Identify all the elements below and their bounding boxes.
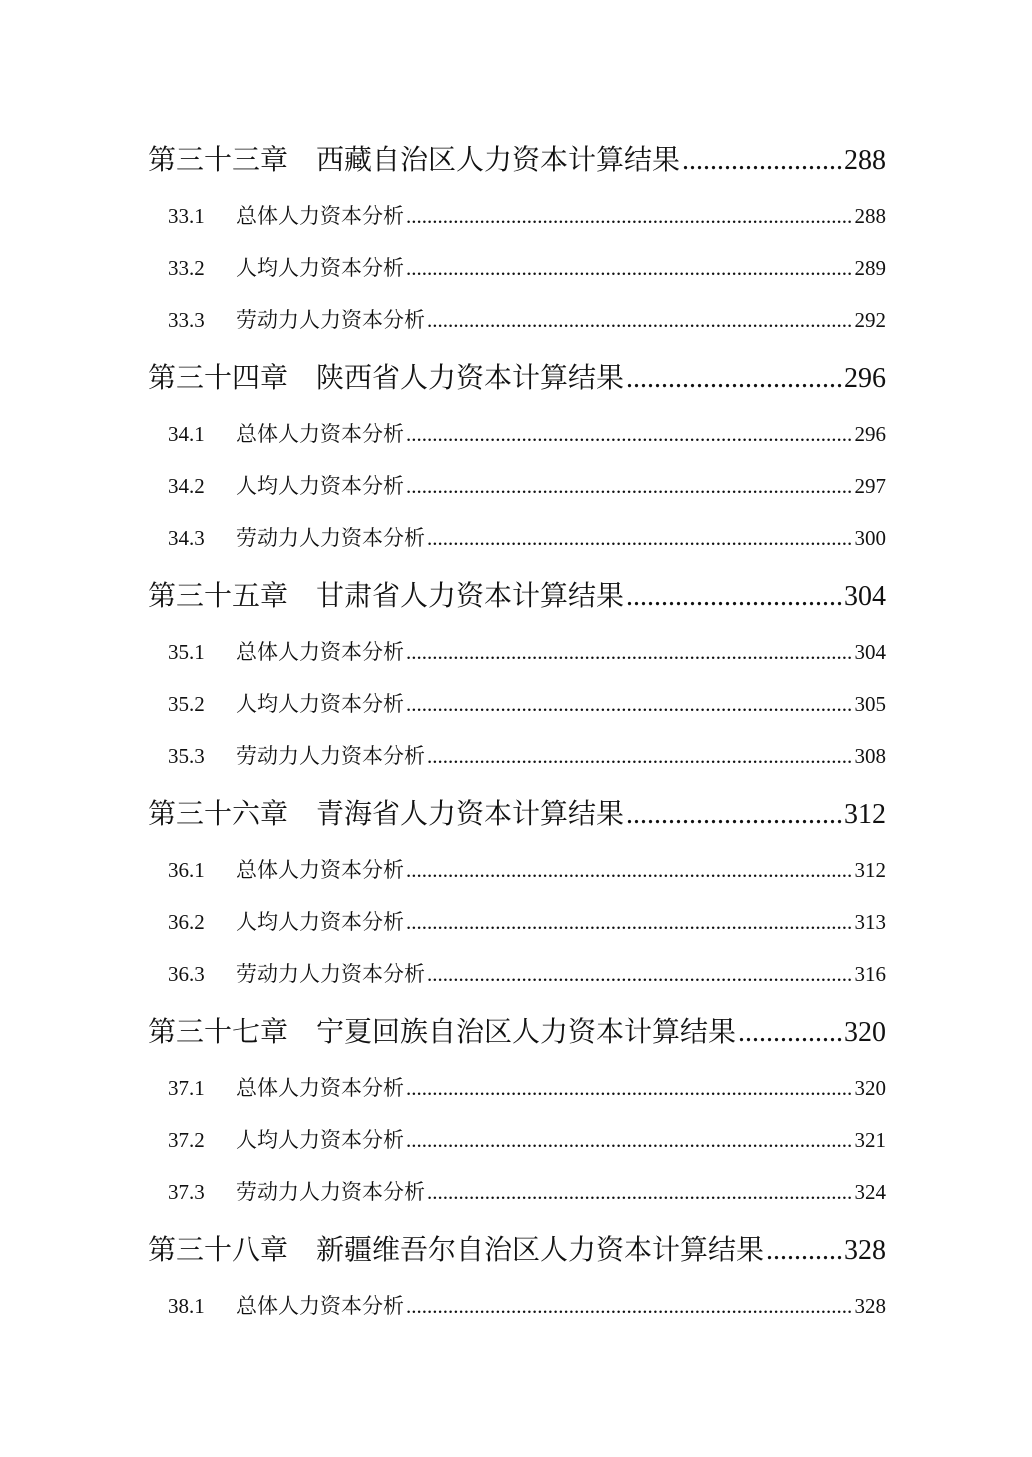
page-number: 289 [854,256,886,280]
chapter-title: 宁夏回族自治区人力资本计算结果 [316,1017,737,1048]
page-number: 316 [854,962,886,986]
dot-leader [427,744,853,769]
chapter-number: 第三十六章 [148,799,289,830]
dot-leader [626,581,842,613]
section-title: 人均人力资本分析 [236,474,404,498]
toc-section-entry[interactable] [168,688,886,720]
toc-chapter-entry[interactable] [148,1228,886,1268]
section-title: 人均人力资本分析 [236,692,404,716]
dot-leader [406,910,853,935]
chapter-number: 第三十八章 [148,1235,289,1266]
page-number: 308 [854,744,886,768]
section-title: 总体人力资本分析 [236,1294,404,1318]
section-number: 35.3 [168,744,205,768]
toc-section-entry[interactable] [168,854,886,886]
page-number: 313 [854,910,886,934]
dot-leader [406,858,853,883]
page-number: 320 [854,1076,886,1100]
toc-chapter-entry[interactable] [148,138,886,178]
section-title: 总体人力资本分析 [236,858,404,882]
dot-leader [427,962,853,987]
dot-leader [626,363,842,395]
page-number: 300 [854,526,886,550]
section-number: 34.3 [168,526,205,550]
section-title: 总体人力资本分析 [236,1076,404,1100]
toc-chapter-entry[interactable] [148,792,886,832]
page-number: 304 [854,640,886,664]
dot-leader [406,204,853,229]
page-number: 297 [854,474,886,498]
page-number: 296 [854,422,886,446]
section-title: 劳动力人力资本分析 [236,744,425,768]
toc-section-entry[interactable] [168,470,886,502]
section-title: 人均人力资本分析 [236,910,404,934]
page-number: 288 [844,145,886,176]
chapter-number: 第三十四章 [148,363,289,394]
toc-section-entry[interactable] [168,636,886,668]
chapter-title: 青海省人力资本计算结果 [316,799,625,830]
dot-leader [626,799,842,831]
chapter-number: 第三十五章 [148,581,289,612]
page-number: 324 [854,1180,886,1204]
section-number: 33.2 [168,256,205,280]
section-title: 总体人力资本分析 [236,204,404,228]
page-number: 305 [854,692,886,716]
section-title: 劳动力人力资本分析 [236,308,425,332]
chapter-title: 西藏自治区人力资本计算结果 [316,145,681,176]
section-number: 33.1 [168,204,205,228]
page-number: 304 [844,581,886,612]
dot-leader [427,1180,853,1205]
dot-leader [766,1235,842,1267]
page-number: 320 [844,1017,886,1048]
toc-chapter-entry[interactable] [148,1010,886,1050]
section-title: 人均人力资本分析 [236,1128,404,1152]
section-title: 人均人力资本分析 [236,256,404,280]
dot-leader [406,256,853,281]
dot-leader [427,526,853,551]
page-number: 321 [854,1128,886,1152]
page-number: 312 [844,799,886,830]
toc-chapter-entry[interactable] [148,574,886,614]
dot-leader [406,474,853,499]
toc-chapter-entry[interactable] [148,356,886,396]
section-number: 36.1 [168,858,205,882]
toc-section-entry[interactable] [168,522,886,554]
toc-section-entry[interactable] [168,958,886,990]
dot-leader [406,640,853,665]
section-number: 37.2 [168,1128,205,1152]
dot-leader [682,145,842,177]
section-number: 35.1 [168,640,205,664]
toc-section-entry[interactable] [168,418,886,450]
dot-leader [427,308,853,333]
page-number: 312 [854,858,886,882]
section-number: 37.3 [168,1180,205,1204]
section-number: 34.1 [168,422,205,446]
chapter-title: 陕西省人力资本计算结果 [316,363,625,394]
dot-leader [406,1076,853,1101]
section-title: 总体人力资本分析 [236,640,404,664]
toc-section-entry[interactable] [168,740,886,772]
section-title: 劳动力人力资本分析 [236,1180,425,1204]
section-number: 35.2 [168,692,205,716]
section-number: 36.2 [168,910,205,934]
toc-section-entry[interactable] [168,1072,886,1104]
section-number: 37.1 [168,1076,205,1100]
section-title: 劳动力人力资本分析 [236,526,425,550]
dot-leader [406,1128,853,1153]
dot-leader [406,422,853,447]
page-number: 296 [844,363,886,394]
toc-section-entry[interactable] [168,1176,886,1208]
toc-section-entry[interactable] [168,200,886,232]
page-number: 288 [854,204,886,228]
page-number: 328 [844,1235,886,1266]
toc-section-entry[interactable] [168,304,886,336]
toc-section-entry[interactable] [168,1124,886,1156]
section-number: 34.2 [168,474,205,498]
toc-section-entry[interactable] [168,906,886,938]
dot-leader [406,692,853,717]
section-number: 38.1 [168,1294,205,1318]
chapter-number: 第三十七章 [148,1017,289,1048]
dot-leader [738,1017,842,1049]
page-number: 292 [854,308,886,332]
section-title: 劳动力人力资本分析 [236,962,425,986]
toc-section-entry[interactable] [168,1290,886,1322]
section-number: 33.3 [168,308,205,332]
chapter-title: 甘肃省人力资本计算结果 [316,581,625,612]
chapter-number: 第三十三章 [148,145,289,176]
toc-section-entry[interactable] [168,252,886,284]
page-number: 328 [854,1294,886,1318]
dot-leader [406,1294,853,1319]
section-number: 36.3 [168,962,205,986]
section-title: 总体人力资本分析 [236,422,404,446]
chapter-title: 新疆维吾尔自治区人力资本计算结果 [316,1235,765,1266]
